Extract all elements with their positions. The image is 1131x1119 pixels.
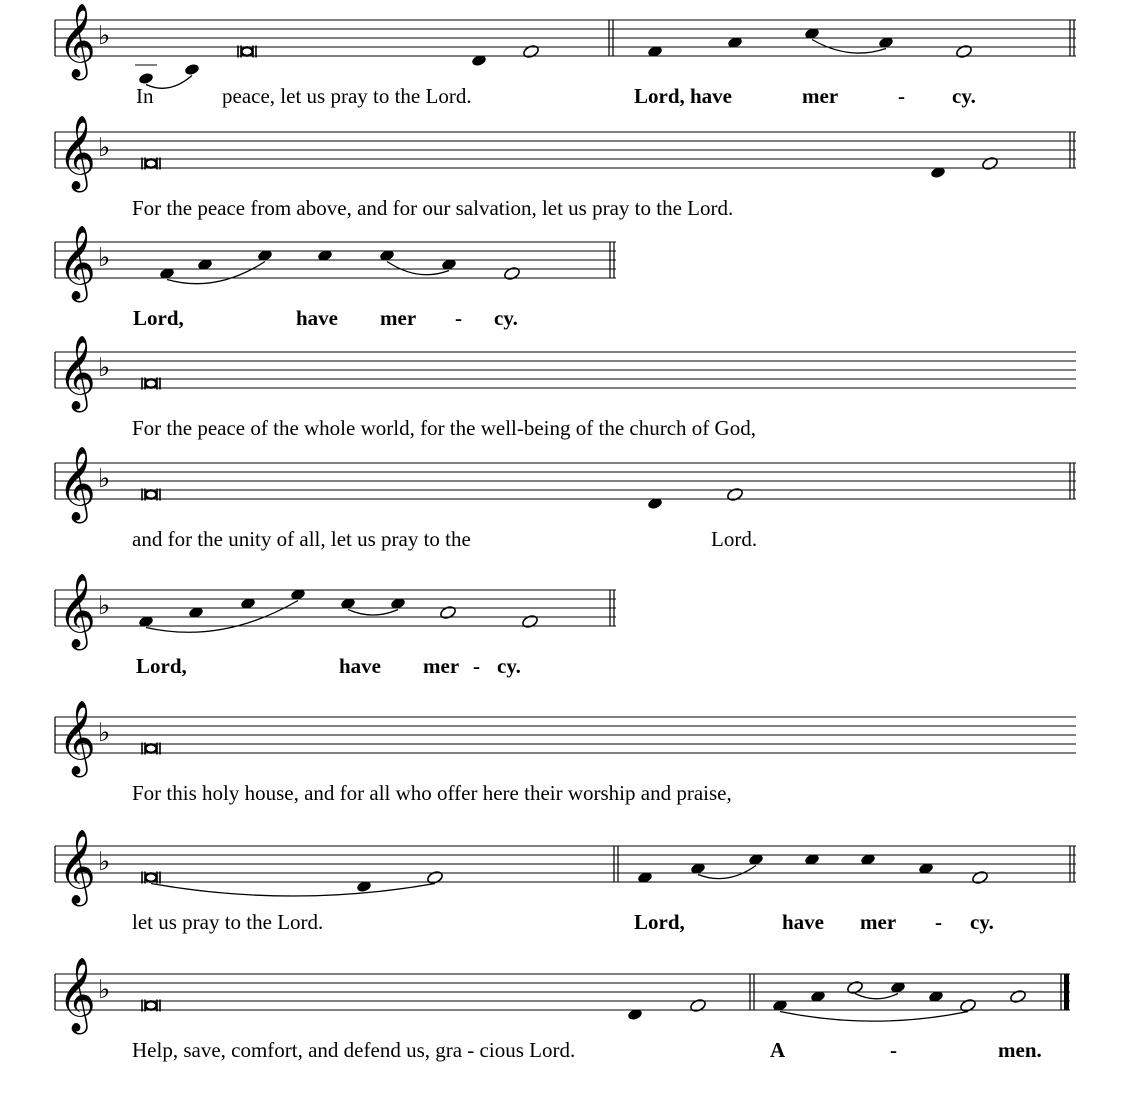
response-lyric: mer [380,306,417,330]
half-note [521,614,539,629]
staff-system-6 [55,574,616,678]
half-note [439,605,457,620]
breve-note [142,158,160,170]
flat-key-signature-icon: ♭ [98,243,111,273]
half-note [522,44,540,59]
staff-system-8 [55,830,1076,934]
treble-clef-icon: 𝄞 [58,574,96,648]
breve-note [142,743,160,755]
treble-clef-icon: 𝄞 [58,116,96,190]
slur [812,40,886,54]
response-lyric: - [890,1038,897,1062]
half-note [846,980,864,995]
slur [167,262,265,284]
petition-lyric: In [136,84,154,108]
response-lyric: Lord, [133,306,184,330]
slur [855,994,898,999]
half-note [959,998,977,1013]
staff-system-7 [55,701,1076,805]
response-lyric: Lord, [136,654,187,678]
response-lyric: have [782,910,824,934]
treble-clef-icon: 𝄞 [58,958,96,1032]
treble-clef-icon: 𝄞 [58,447,96,521]
slur [780,1012,968,1022]
petition-lyric: let us pray to the Lord. [132,910,324,934]
response-lyric: mer [802,84,839,108]
final-barline-thick [1064,974,1069,1010]
petition-lyric: Lord. [711,527,758,551]
breve-note [142,378,160,390]
half-note [981,156,999,171]
staff-system-4 [55,336,1076,440]
breve-note [142,872,160,884]
petition-lyric: Help, save, comfort, and defend us, gra - cious Lord. [132,1038,576,1062]
response-lyric: have [296,306,338,330]
breve-note [142,1000,160,1012]
half-note [1009,989,1027,1004]
petition-lyric: peace, let us pray to the Lord. [222,84,472,108]
response-lyric: - [935,910,942,934]
slur [698,866,756,879]
quarter-note [184,63,200,76]
response-lyric: A [770,1038,786,1062]
response-lyric: cy. [497,654,521,678]
petition-lyric: For this holy house, and for all who offer here their worship and praise, [132,781,732,805]
half-note [689,998,707,1013]
treble-clef-icon: 𝄞 [58,701,96,775]
flat-key-signature-icon: ♭ [98,847,111,877]
flat-key-signature-icon: ♭ [98,975,111,1005]
response-lyric: - [898,84,905,108]
slur [146,601,298,633]
treble-clef-icon: 𝄞 [58,4,96,78]
flat-key-signature-icon: ♭ [98,353,111,383]
flat-key-signature-icon: ♭ [98,718,111,748]
flat-key-signature-icon: ♭ [98,464,111,494]
half-note [971,870,989,885]
treble-clef-icon: 𝄞 [58,830,96,904]
response-lyric: - [455,306,462,330]
petition-lyric: and for the unity of all, let us pray to the [132,527,471,551]
staff-system-2 [55,116,1076,220]
treble-clef-icon: 𝄞 [58,226,96,300]
slur [348,610,398,616]
staff-system-3 [55,226,616,330]
flat-key-signature-icon: ♭ [98,21,111,51]
treble-clef-icon: 𝄞 [58,336,96,410]
slur [151,884,435,897]
response-lyric: mer [860,910,897,934]
response-lyric: - [473,654,480,678]
response-lyric: men. [998,1038,1042,1062]
half-note [426,870,444,885]
flat-key-signature-icon: ♭ [98,133,111,163]
breve-note [142,489,160,501]
petition-lyric: For the peace of the whole world, for the well-being of the church of God, [132,416,756,440]
petition-lyric: For the peace from above, and for our salvation, let us pray to the Lord. [132,196,734,220]
staff-system-1 [55,4,1076,108]
half-note [955,44,973,59]
slur [387,262,449,275]
response-lyric: Lord, have [634,84,733,108]
response-lyric: cy. [494,306,518,330]
staff-system-5 [55,447,1076,551]
response-lyric: Lord, [634,910,685,934]
response-lyric: cy. [970,910,994,934]
staff-system-9 [55,958,1070,1062]
flat-key-signature-icon: ♭ [98,591,111,621]
half-note [726,487,744,502]
breve-note [238,46,256,58]
response-lyric: have [339,654,381,678]
response-lyric: cy. [952,84,976,108]
response-lyric: mer [423,654,460,678]
half-note [503,266,521,281]
